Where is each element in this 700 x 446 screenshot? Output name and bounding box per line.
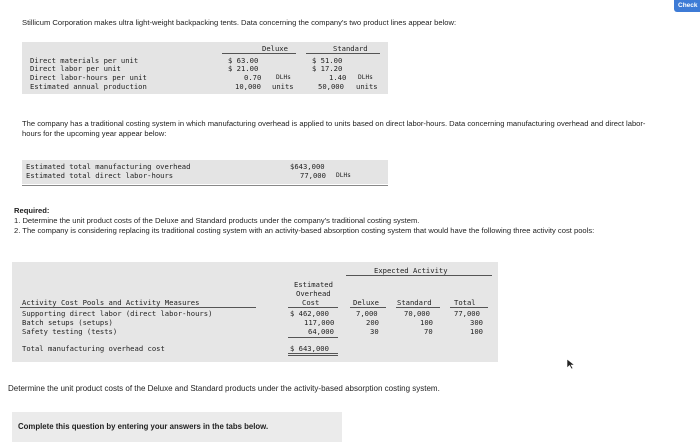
t3-row-label: Safety testing (tests) [22, 327, 118, 336]
t1-standard-rule [306, 53, 380, 54]
t3-row-cost: $ 462,000 [290, 309, 329, 318]
t1-row-deluxe: $ 63.00 [228, 56, 259, 65]
t1-row-deluxe-unit: units [272, 82, 294, 91]
t3-header-overhead: Overhead [296, 289, 331, 298]
t1-header-deluxe: Deluxe [262, 44, 288, 53]
t1-row-label: Direct labor per unit [30, 64, 121, 73]
t3-deluxe-rule [350, 307, 386, 308]
t3-total-label: Total manufacturing overhead cost [22, 344, 165, 353]
requirement-2: 2. The company is considering replacing its traditional costing system with an activity-based absorption costing system that would have the following three activity cost pools: [14, 226, 595, 235]
t3-subtotal-rule [288, 337, 338, 338]
t3-total-double-rule-1 [288, 353, 338, 354]
t1-row-standard: 1.40 [329, 73, 347, 82]
t2-row-value: $643,000 [290, 162, 325, 171]
t3-row-cost: 117,000 [304, 318, 335, 327]
t1-row-label: Direct materials per unit [30, 56, 139, 65]
intro-text: Stillicum Corporation makes ultra light-weight backpacking tents. Data concerning the company's two product lines appear below: [22, 18, 457, 27]
check-button[interactable]: Check [674, 0, 700, 12]
t3-row-standard: 70,000 [404, 309, 430, 318]
determine-instruction: Determine the unit product costs of the Deluxe and Standard products under the activity-based absorption costing system. [8, 384, 440, 393]
required-heading: Required: [14, 206, 50, 215]
t2-row-label: Estimated total manufacturing overhead [26, 162, 191, 171]
t3-row-total: 100 [470, 327, 483, 336]
t1-row-standard: $ 51.00 [312, 56, 343, 65]
t2-row-value: 77,000 [300, 171, 326, 180]
t3-row-deluxe: 7,000 [356, 309, 378, 318]
t1-header-standard: Standard [333, 44, 368, 53]
t3-row-label: Batch setups (setups) [22, 318, 113, 327]
t1-row-standard-unit: DLHs [358, 74, 373, 81]
t3-row-standard: 70 [424, 327, 433, 336]
t3-total-value: $ 643,000 [290, 344, 329, 353]
t3-header-pools: Activity Cost Pools and Activity Measures [22, 298, 200, 307]
t3-row-deluxe: 200 [366, 318, 379, 327]
t1-deluxe-rule [222, 53, 296, 54]
t3-cost-rule [288, 307, 338, 308]
t3-total-double-rule-2 [288, 355, 338, 356]
t1-row-standard: 50,000 [318, 82, 344, 91]
t3-row-standard: 100 [420, 318, 433, 327]
paragraph-overhead: The company has a traditional costing system in which manufacturing overhead is applied to units based on direct labor-hours. Data concerning manufacturing overhead and direct labor-hours for the upcoming year appear below: [22, 119, 646, 138]
t2-bottom-rule [22, 185, 388, 186]
footer-instruction: Complete this question by entering your answers in the tabs below. [18, 422, 269, 431]
t3-expected-rule [346, 275, 492, 276]
t1-row-standard-unit: units [356, 82, 378, 91]
t3-header-cost: Cost [302, 298, 320, 307]
t3-header-standard: Standard [397, 298, 432, 307]
t3-header-estimated: Estimated [294, 280, 333, 289]
t1-row-standard: $ 17.20 [312, 64, 343, 73]
t3-row-label: Supporting direct labor (direct labor-hours) [22, 309, 213, 318]
t3-header-deluxe: Deluxe [353, 298, 379, 307]
t1-row-label: Direct labor-hours per unit [30, 73, 147, 82]
t3-row-cost: 64,000 [308, 327, 334, 336]
t3-total-rule [450, 307, 488, 308]
mouse-cursor-icon [566, 358, 576, 370]
t2-row-unit: DLHs [336, 172, 351, 179]
requirement-1: 1. Determine the unit product costs of the Deluxe and Standard products under the company's traditional costing system. [14, 216, 420, 225]
t3-pools-rule [20, 307, 256, 308]
t3-row-total: 300 [470, 318, 483, 327]
t1-row-deluxe: 0.70 [244, 73, 262, 82]
t3-standard-rule [396, 307, 440, 308]
t2-row-label: Estimated total direct labor-hours [26, 171, 174, 180]
t1-row-label: Estimated annual production [30, 82, 147, 91]
t1-row-deluxe: $ 21.00 [228, 64, 259, 73]
t3-expected-activity: Expected Activity [374, 266, 448, 275]
t3-row-total: 77,000 [454, 309, 480, 318]
t3-row-deluxe: 30 [370, 327, 379, 336]
t1-row-deluxe-unit: DLHs [276, 74, 291, 81]
t1-row-deluxe: 10,000 [235, 82, 261, 91]
t3-header-total: Total [454, 298, 476, 307]
